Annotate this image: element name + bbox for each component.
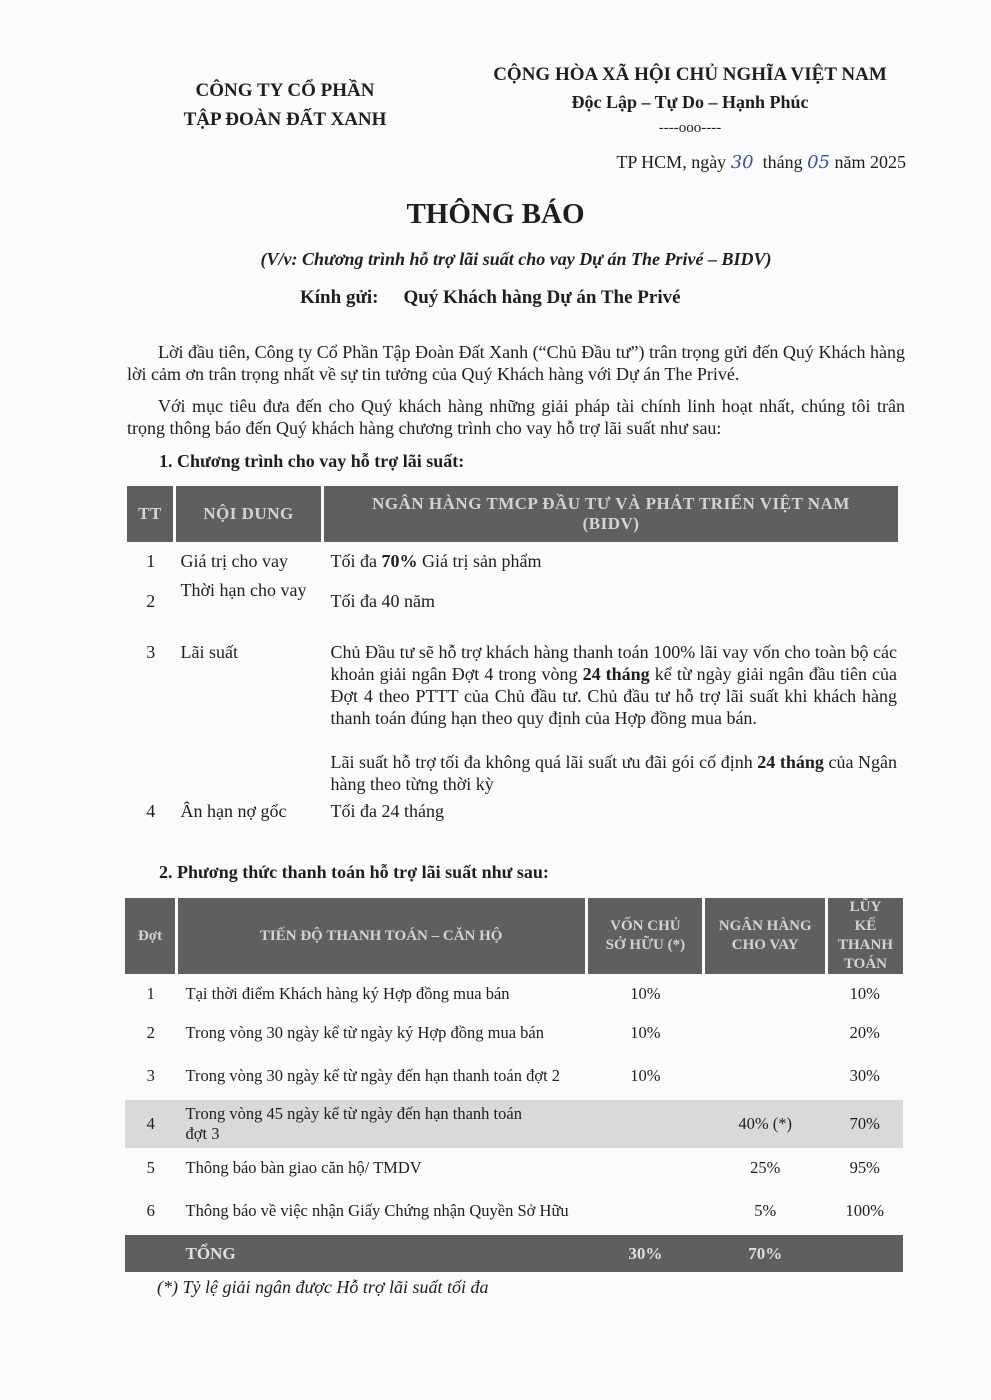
date-prefix: TP HCM, ngày: [616, 152, 727, 172]
cell-own: [587, 1100, 704, 1148]
row-number: 4: [146, 801, 156, 821]
total-bank: 70%: [704, 1235, 827, 1272]
cell-cum: 30%: [849, 1066, 880, 1085]
text-part: của Ngân hàng theo từng thời kỳ: [330, 752, 898, 794]
cell-cum: 100%: [845, 1201, 884, 1220]
total-row: [125, 1235, 903, 1272]
interest-paragraph-a: [331, 641, 898, 729]
cell-own: 10%: [630, 1022, 661, 1042]
header-content: NỘI DUNG: [175, 486, 323, 542]
cell-dot: 6: [146, 1201, 155, 1220]
row-item: Lãi suất: [180, 642, 238, 662]
cell-desc: Trong vòng 30 ngày kể từ ngày ký Hợp đồng mua bán: [185, 1022, 545, 1042]
value-bold: 70%: [381, 551, 418, 571]
cell-desc: Trong vòng 45 ngày kể từ ngày đến hạn thanh toán đợt 3: [177, 1100, 587, 1148]
nation-line-3: ----ooo----: [658, 120, 722, 136]
document-date: [560, 152, 906, 173]
row-item: Giá trị cho vay: [180, 551, 288, 571]
row-item: Ân hạn nợ gốc: [180, 801, 287, 821]
cell-dot: 1: [146, 983, 155, 1003]
table-row-highlighted: [125, 1100, 903, 1148]
national-motto: [470, 62, 910, 140]
row-value: [323, 542, 899, 573]
addressee-name: Quý Khách hàng Dự án The Privé: [403, 287, 681, 308]
cell-bank: [704, 1013, 827, 1052]
table-row: [125, 1148, 903, 1187]
header-cumulative: LŨY KẾ THANH TOÁN: [826, 898, 903, 974]
date-month-handwritten: 05: [807, 152, 830, 173]
row-number: 3: [146, 642, 156, 662]
cell-own: [587, 1148, 704, 1187]
section-1-heading: 1. Chương trình cho vay hỗ trợ lãi suất:: [159, 451, 465, 471]
total-own: 30%: [587, 1235, 704, 1272]
row-number: 1: [146, 551, 156, 571]
paragraph-purpose: Với mục tiêu đưa đến cho Quý khách hàng những giải pháp tài chính linh hoạt nhất, chúng tôi trân trọng thông báo đến Quý khách hàng chương trình cho vay hỗ trợ lãi suất như sau:: [127, 396, 905, 438]
cell-desc: Tại thời điểm Khách hàng ký Hợp đồng mua bán: [185, 983, 510, 1003]
interest-paragraph-b: [331, 751, 898, 795]
cell-own: [587, 1187, 704, 1235]
section-2-heading: 2. Phương thức thanh toán hỗ trợ lãi suất như sau:: [159, 862, 549, 882]
table-row: [127, 573, 898, 635]
header-tt: TT: [127, 486, 175, 542]
table-header-row: [125, 898, 903, 974]
cell-bank: 5%: [754, 1201, 777, 1220]
cell-bank: 25%: [750, 1157, 781, 1177]
addressee-label: Kính gửi:: [300, 287, 379, 308]
header-own-capital: VỐN CHỦ SỞ HỮU (*): [587, 898, 704, 974]
addressee: [300, 287, 681, 309]
row-number: 2: [146, 591, 156, 611]
row-item: Thời hạn cho vay: [180, 580, 307, 600]
cell-dot: 5: [146, 1157, 155, 1177]
paragraph-intro: Lời đầu tiên, Công ty Cổ Phần Tập Đoàn Đất Xanh (“Chủ Đầu tư”) trân trọng gửi đến Quý Khách hàng lời cảm ơn trân trọng nhất về sự tin tưởng của Quý Khách hàng với Dự án The Privé.: [127, 342, 905, 384]
cell-desc: Trong vòng 30 ngày kể từ ngày đến hạn thanh toán đợt 2: [185, 1066, 561, 1085]
table-row: [125, 974, 903, 1013]
total-empty-cum: [826, 1235, 903, 1272]
header-bank-loan: NGÂN HÀNG CHO VAY: [704, 898, 827, 974]
company-name: [120, 76, 450, 134]
value-pre: Tối đa: [330, 551, 382, 571]
loan-program-table: [127, 486, 898, 823]
cell-cum: 20%: [849, 1022, 880, 1042]
cell-own: 10%: [630, 1066, 661, 1085]
document-title: THÔNG BÁO: [406, 198, 585, 230]
cell-dot: 3: [146, 1066, 155, 1085]
value-post: Giá trị sản phẩm: [417, 551, 542, 571]
cell-bank: [704, 974, 827, 1013]
cell-cum: 95%: [849, 1157, 880, 1177]
table-row: [127, 542, 898, 573]
total-empty: [125, 1235, 177, 1272]
table-row: [125, 1052, 903, 1100]
table-row: [127, 635, 898, 796]
date-day-handwritten: 30: [730, 152, 754, 173]
company-line-1: CÔNG TY CỔ PHẦN: [195, 80, 375, 101]
cell-bank: [704, 1052, 827, 1100]
table-row: [127, 796, 898, 823]
table-row: [125, 1013, 903, 1052]
cell-cum: 70%: [826, 1100, 903, 1148]
date-year: năm 2025: [834, 152, 906, 172]
text-bold: 24 tháng: [757, 752, 824, 772]
cell-own: 10%: [630, 983, 661, 1003]
table-row: [125, 1187, 903, 1235]
row-value: Tối đa 40 năm: [330, 591, 435, 611]
text-bold: 24 tháng: [582, 664, 650, 684]
spacer: [331, 729, 898, 751]
nation-line-2: Độc Lập – Tự Do – Hạnh Phúc: [571, 92, 809, 112]
payment-schedule-table: [125, 898, 903, 1272]
cell-dot: 4: [125, 1100, 177, 1148]
cell-desc: Thông báo về việc nhận Giấy Chứng nhận Quyền Sở Hữu: [185, 1201, 569, 1220]
table-header-row: [127, 486, 898, 542]
text-part: kể từ ngày giải ngân đầu tiên của Đợt 4 theo PTTT của Chủ đầu tư. Chủ đầu tư hỗ trợ lãi suất khi khách hàng thanh toán đúng hạn theo quy định của Hợp đồng mua bán.: [330, 664, 898, 728]
text-part: Lãi suất hỗ trợ tối đa không quá lãi suất ưu đãi gói cố định: [330, 752, 758, 772]
row-value: [323, 635, 899, 796]
document-subject: (V/v: Chương trình hỗ trợ lãi suất cho vay Dự án The Privé – BIDV): [260, 249, 772, 269]
cell-cum: 10%: [849, 983, 880, 1003]
total-label: TỔNG: [177, 1235, 587, 1272]
header-bank: NGÂN HÀNG TMCP ĐẦU TƯ VÀ PHÁT TRIỂN VIỆT NAM (BIDV): [323, 486, 899, 542]
company-line-2: TẬP ĐOÀN ĐẤT XANH: [183, 109, 387, 130]
nation-line-1: CỘNG HÒA XÃ HỘI CHỦ NGHĨA VIỆT NAM: [493, 64, 887, 85]
cell-desc: Thông báo bàn giao căn hộ/ TMDV: [185, 1157, 422, 1177]
row-value: Tối đa 24 tháng: [330, 801, 444, 821]
footnote: (*) Tỷ lệ giải ngân được Hỗ trợ lãi suất tối đa: [157, 1277, 489, 1297]
date-month-label: tháng: [762, 152, 803, 172]
text-part: Chủ Đầu tư sẽ hỗ trợ khách hàng thanh toán 100% lãi vay vốn cho toàn bộ các khoản giải ngân Đợt 4 trong vòng: [330, 642, 897, 684]
cell-bank: 40% (*): [704, 1100, 827, 1148]
header-progress: TIẾN ĐỘ THANH TOÁN – CĂN HỘ: [177, 898, 587, 974]
header-dot: Đợt: [125, 898, 177, 974]
cell-dot: 2: [146, 1022, 155, 1042]
